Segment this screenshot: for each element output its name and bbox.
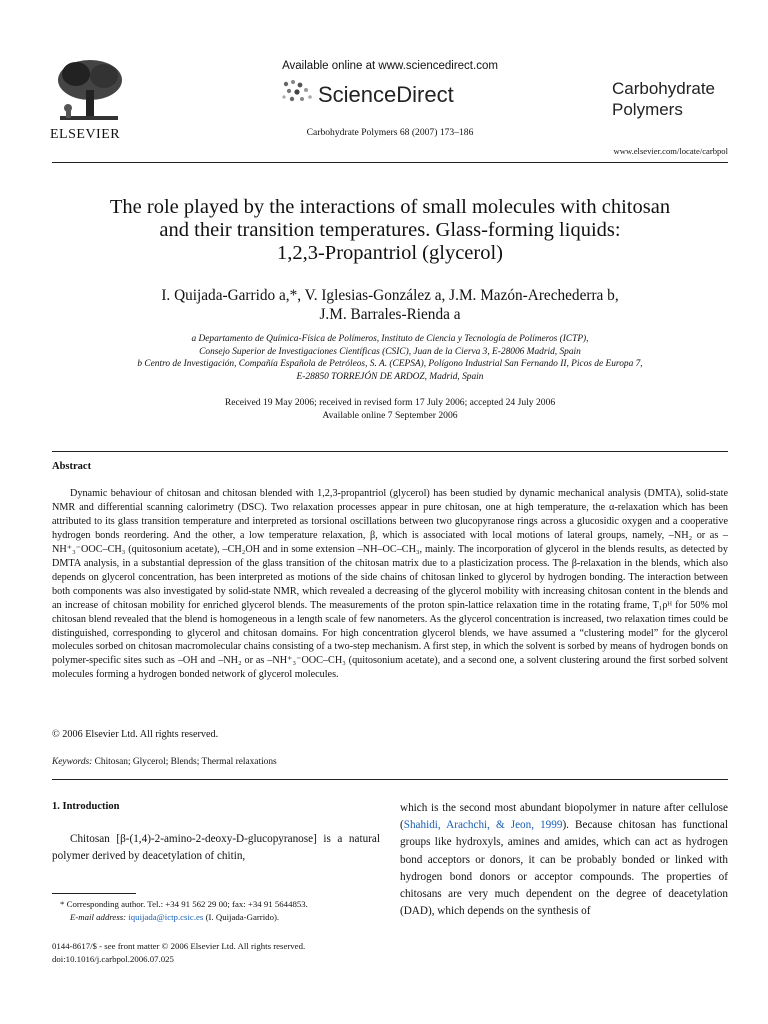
keywords-list: Chitosan; Glycerol; Blends; Thermal relaxations (94, 757, 277, 767)
email-link[interactable]: iquijada@ictp.csic.es (128, 911, 204, 922)
available-online: Available online at www.sciencedirect.com (282, 60, 498, 72)
footnote (60, 898, 380, 923)
issn-line: 0144-8617/$ - see front matter © 2006 Elsevier Ltd. All rights reserved. (52, 941, 306, 951)
affiliations (52, 333, 728, 383)
sciencedirect-dots-icon (280, 78, 316, 108)
article-title (52, 196, 728, 265)
journal-name-line2: Polymers (612, 100, 683, 119)
corresponding-author: * Corresponding author. Tel.: +34 91 562 29 00; fax: +34 91 5644853. (60, 899, 308, 909)
article-dates (52, 397, 728, 422)
email-line (60, 911, 380, 924)
affiliation-b-line1: b Centro de Investigación, Compañía Española de Petróleos, S. A. (CEPSA), Polígono Industrial San Fernando II, Picos de Europa 7, (137, 359, 643, 370)
abstract-text: Dynamic behaviour of chitosan and chitosan blended with 1,2,3-propantriol (glycerol) has been studied by dynamic mechanical analysis (DMTA), solid-state NMR and differential scanning calorimetry (DSC). Two relaxation processes appear in pure chitosan, one at high temperature, the α-relaxation which has been attributed to its glass transition temperature and interpreted as torsional oscillations between two glucopyranose rings across a glucosidic oxygen and a cooperative hydrogen bonds reordering. And the other, a low temperature relaxation, β, which is associated with local motions of lateral groups, namely, –NH₂ or as –NH⁺₃⁻OOC–CH₃ (quitosonium acetate), –CH₂OH and in some extension –NH–OC–CH₃, mainly. The incorporation of glycerol in the blends results, as detected by DMTA analysis, in a substantial depression of the glass transition of the chitosan matrix due to a plasticization process. The β-relaxation in the blends, which also depends on glycerol concentration, has been interpreted as motions of the side chains of chitosan linked to glycerol by hydrogen bonding. The interaction between both components was also investigated by solid-state NMR, which revealed a decreasing of the glycerol mobility with increasing chitosan content in the blends and an increase of chitosan mobility for enriched glycerol blends. The measurements of the proton spin-lattice relaxation time in the rotating frame, T₁ρᴴ for 50% mol chitosan blend revealed that the blend is homogeneous in a length scale of few nanometers. As the glycerol concentration is increased, two relaxation times could be distinguished, corresponding to glycerol and chitosan domains. For high concentration glycerol blends, we have assumed a “clustering model” for the glycerol molecules sorbed on chitosan macromolecular chains consisting of a two-step mechanism. A first step, in which the solvent is sorbed by means of hydrogen bonds on polymer-specific sites such as –OH and –NH₂ or as –NH⁺₃⁻OOC–CH₃ (quitosonium acetate), and a second one, a solvent clustering around the first sorbed solvent molecules forming a hydrogen bonded network of glycerol molecules. (52, 488, 728, 681)
journal-url[interactable]: www.elsevier.com/locate/carbpol (613, 146, 728, 156)
abstract-copyright: © 2006 Elsevier Ltd. All rights reserved. (52, 729, 219, 740)
intro-heading: 1. Introduction (52, 801, 120, 812)
intro-col2-text (400, 800, 728, 920)
authors-line-2: J.M. Barrales-Rienda a (319, 306, 461, 323)
email-label: E-mail address: (70, 911, 127, 922)
available-date: Available online 7 September 2006 (322, 409, 458, 421)
elsevier-tree-icon (50, 56, 128, 128)
elsevier-logo (50, 56, 128, 128)
title-line-1: The role played by the interactions of small molecules with chitosan (109, 196, 671, 218)
keywords-rule (52, 779, 728, 780)
journal-name-line1: Carbohydrate (612, 79, 716, 98)
keywords (52, 757, 277, 767)
authors-line-1: I. Quijada-Garrido a,*, V. Iglesias-González a, J.M. Mazón-Arechederra b, (161, 287, 619, 304)
doi-line[interactable]: doi:10.1016/j.carbpol.2006.07.025 (52, 953, 174, 964)
front-matter (52, 940, 305, 965)
footnote-rule (52, 893, 136, 894)
citation-link[interactable]: Shahidi, Arachchi, & Jeon, 1999 (403, 819, 563, 832)
intro-col2-post: ). Because chitosan has functional groups like hydroxyls, amines and amides, which can act as hydrogen bond acceptors or donors, it can be probably bonded or linked with hydrogen bond donors or acceptor compounds. The properties of chitosans are very much dependent on the degree of deacetylation (DAD), which depends on the synthesis of (400, 819, 728, 918)
abstract-top-rule (52, 451, 728, 452)
journal-name (612, 78, 715, 120)
header-rule (52, 162, 728, 163)
received-dates: Received 19 May 2006; received in revised form 17 July 2006; accepted 24 July 2006 (224, 397, 556, 408)
abstract-heading: Abstract (52, 461, 92, 472)
affiliation-b-line2: E-28850 TORREJÓN DE ARDOZ, Madrid, Spain (296, 371, 484, 382)
sciencedirect-logo (280, 78, 480, 110)
publisher-name: ELSEVIER (50, 127, 121, 142)
journal-reference: Carbohydrate Polymers 68 (2007) 173–186 (306, 127, 474, 138)
keywords-label: Keywords: (52, 757, 93, 767)
sciencedirect-wordmark: ScienceDirect (318, 82, 454, 107)
affiliation-a-line2: Consejo Superior de Investigaciones Científicas (CSIC), Juan de la Cierva 3, E-28006 Madrid, Spain (199, 346, 581, 357)
affiliation-a-line1: a Departamento de Química-Física de Polímeros, Instituto de Ciencia y Tecnología de Polímeros (ICTP), (191, 334, 589, 344)
authors (52, 286, 728, 324)
intro-col2-pre: which is the second most abundant biopolymer in nature after cellulose ( (400, 802, 728, 832)
email-suffix: (I. Quijada-Garrido). (205, 911, 280, 922)
title-line-2: and their transition temperatures. Glass-forming liquids: (159, 219, 621, 241)
title-line-3: 1,2,3-Propantriol (glycerol) (276, 242, 503, 264)
intro-col1-text: Chitosan [β-(1,4)-2-amino-2-deoxy-D-glucopyranose] is a natural polymer derived by deacetylation of chitin, (52, 833, 380, 863)
